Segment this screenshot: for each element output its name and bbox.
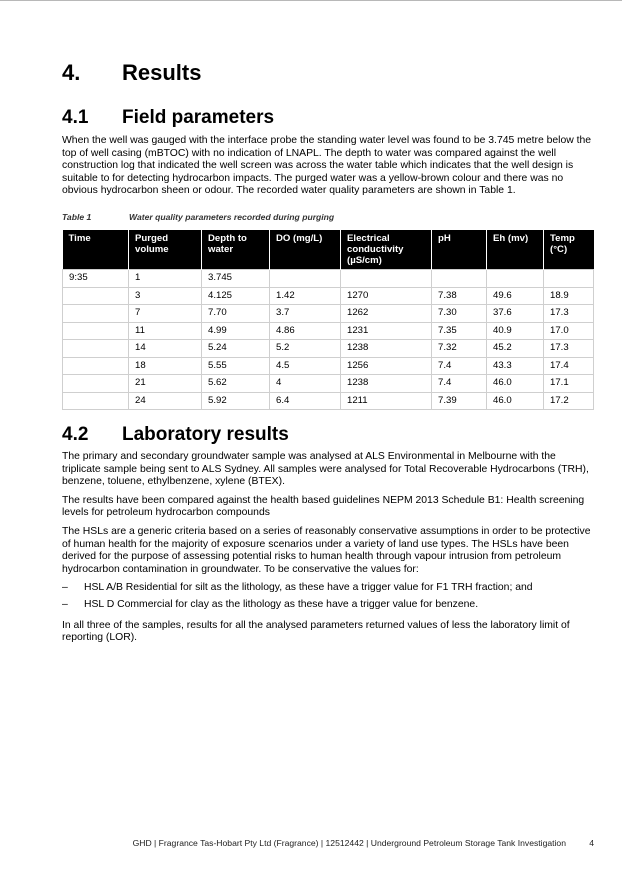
table-cell: 17.4 [544,357,594,375]
table-caption [62,212,334,222]
water-quality-table [62,230,594,410]
footer-text: GHD | Fragrance Tas-Hobart Pty Ltd (Fragrance) | 12512442 | Underground Petroleum Storage Tank Investigation [132,838,566,848]
table-cell: 40.9 [487,322,544,340]
column-header: pH [432,230,487,270]
table-cell: 7.38 [432,287,487,305]
table-cell: 4.99 [202,322,270,340]
section-title: Results [122,60,202,85]
table-cell: 7.70 [202,305,270,323]
subsection-heading-field [62,107,274,129]
lab-paragraph-3: The HSLs are a generic criteria based on a series of reasonably conservative assumptions in order to be protective of human health for the majority of exposure scenarios under a variety of land use types. The HSLs have been derived for the purpose of assessing potential risks to human health through vapour intrusion from petroleum hydrocarbon contamination in groundwater. To be conservative the values for: [62,525,591,575]
table-cell [63,322,129,340]
table-cell: 17.3 [544,340,594,358]
table-cell: 4.86 [270,322,341,340]
table-row [63,375,594,393]
bullet-item [62,599,594,612]
table-cell: 7.4 [432,375,487,393]
table-cell: 4.125 [202,287,270,305]
table-cell: 18 [129,357,202,375]
table-cell: 1238 [341,375,432,393]
top-rule [0,0,622,1]
table-cell: 9:35 [63,270,129,288]
table-cell [544,270,594,288]
table-cell: 14 [129,340,202,358]
table-cell: 4 [270,375,341,393]
table-row [63,357,594,375]
table-cell: 5.55 [202,357,270,375]
subsection-heading-lab [62,424,289,446]
table-cell: 1211 [341,392,432,410]
table-cell: 43.3 [487,357,544,375]
table-cell: 7.4 [432,357,487,375]
table-cell: 3.745 [202,270,270,288]
table-cell: 1 [129,270,202,288]
subsection-number: 4.2 [62,424,89,445]
table-cell: 7.32 [432,340,487,358]
table-body [63,270,594,410]
table-cell: 1.42 [270,287,341,305]
table-cell: 17.3 [544,305,594,323]
field-paragraph-block [62,135,594,198]
table-cell: 7 [129,305,202,323]
page-footer [62,838,594,848]
table-cell: 1262 [341,305,432,323]
bullet-text: HSL D Commercial for clay as the lithology as these have a trigger value for benzene. [84,598,479,610]
table-cell: 4.5 [270,357,341,375]
table-cell: 18.9 [544,287,594,305]
table-cell: 21 [129,375,202,393]
table-cell: 5.92 [202,392,270,410]
column-header: Eh (mv) [487,230,544,270]
column-header: Purged volume [129,230,202,270]
table-cell [63,305,129,323]
column-header: Temp (°C) [544,230,594,270]
table-row [63,392,594,410]
bullet-item [62,582,594,595]
lab-paragraph-2: The results have been compared against the health based guidelines NEPM 2013 Schedule B1: Health screening levels for petroleum hydrocarbon compounds [62,494,585,519]
table-cell: 1231 [341,322,432,340]
table-cell: 17.2 [544,392,594,410]
lab-paragraph-4: In all three of the samples, results for all the analysed parameters returned values of less the laboratory limit of reporting (LOR). [62,619,570,644]
table-row [63,305,594,323]
column-header: Depth to water [202,230,270,270]
table-cell: 5.24 [202,340,270,358]
table-header-row [63,230,594,270]
column-header: Time [63,230,129,270]
lab-results-block [62,451,594,651]
table-cell [487,270,544,288]
subsection-title: Laboratory results [122,424,289,445]
table-cell: 3 [129,287,202,305]
table-cell: 7.35 [432,322,487,340]
table-cell: 46.0 [487,392,544,410]
table-cell [63,357,129,375]
table-cell [341,270,432,288]
table-cell [270,270,341,288]
table-cell: 46.0 [487,375,544,393]
bullet-dash: – [62,598,68,610]
column-header: Electrical conductivity (µS/cm) [341,230,432,270]
table-cell: 5.62 [202,375,270,393]
bullet-text: HSL A/B Residential for silt as the lithology, as these have a trigger value for F1 TRH fraction; and [84,582,533,594]
field-paragraph: When the well was gauged with the interface probe the standing water level was found to be 3.745 metre below the top of well casing (mBTOC) with no indication of LNAPL. The depth to water was compared against the well construction log that indicated the well screen was across the water table which indicates that the well design is suitable to for detecting hydrocarbon impacts. The purged water was a yellow-brown colour and there was no obvious hydrocarbon sheen or odour. The recorded water quality parameters are shown in Table 1. [62,135,592,197]
subsection-number: 4.1 [62,107,89,128]
table-cell: 17.1 [544,375,594,393]
table-cell: 7.30 [432,305,487,323]
table-cell: 17.0 [544,322,594,340]
table-cell: 3.7 [270,305,341,323]
lab-paragraph-1: The primary and secondary groundwater sample was analysed at ALS Environmental in Melbourne with the triplicate sample being sent to ALS Sydney. All samples were analysed for Total Recoverable Hydrocarbons (TRH), benzene, toluene, ethylbenzene, xylene (BTEX). [62,451,589,488]
table-cell [63,340,129,358]
table-cell: 1270 [341,287,432,305]
table-row [63,270,594,288]
table-cell: 24 [129,392,202,410]
table-cell: 6.4 [270,392,341,410]
section-heading [62,60,201,86]
table-cell: 5.2 [270,340,341,358]
table-cell [63,392,129,410]
table-cell [63,287,129,305]
table-row [63,340,594,358]
table-cell: 49.6 [487,287,544,305]
table-cell [432,270,487,288]
table-cell: 1256 [341,357,432,375]
table-cell: 11 [129,322,202,340]
table-cell: 7.39 [432,392,487,410]
page-number: 4 [589,838,594,848]
table-cell: 45.2 [487,340,544,358]
table-cell [63,375,129,393]
section-number: 4. [62,60,81,85]
table-cell: 37.6 [487,305,544,323]
table-caption-title: Water quality parameters recorded during purging [129,212,335,222]
table-row [63,287,594,305]
table-cell: 1238 [341,340,432,358]
bullet-dash: – [62,582,68,594]
table-caption-number: Table 1 [62,212,92,222]
table-row [63,322,594,340]
column-header: DO (mg/L) [270,230,341,270]
subsection-title: Field parameters [122,107,275,128]
